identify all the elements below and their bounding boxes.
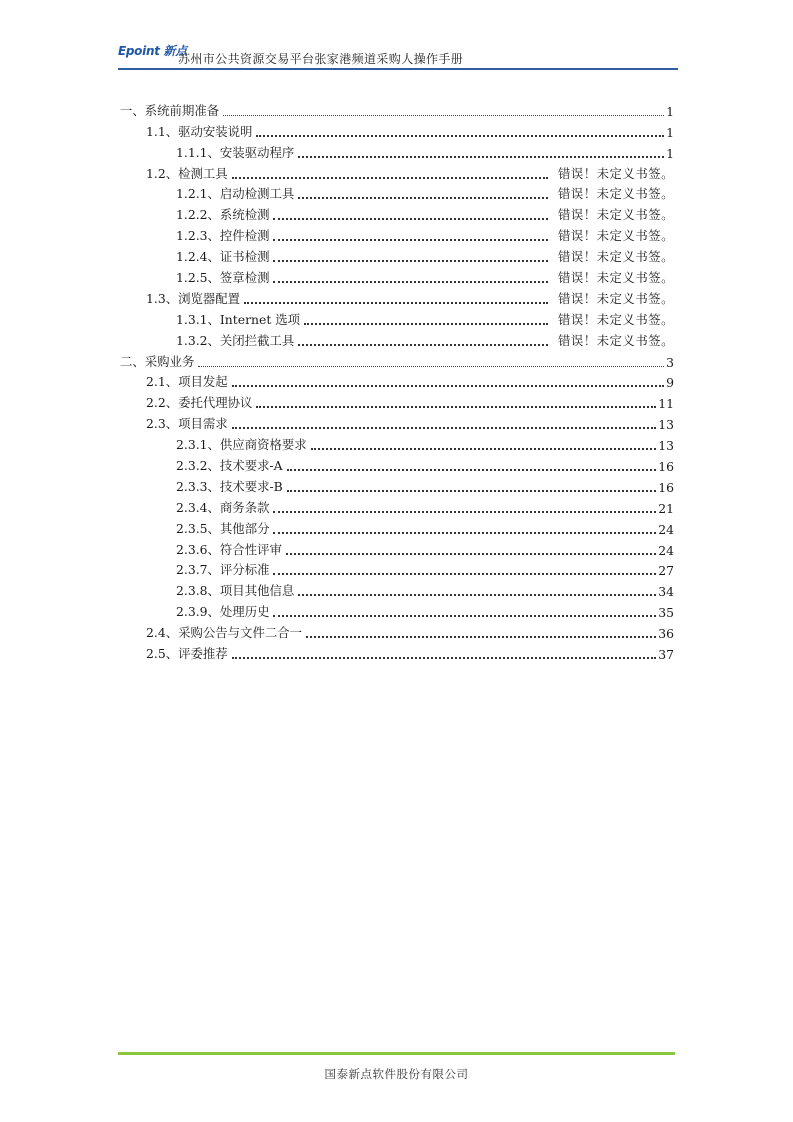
toc-dot-leader xyxy=(273,531,656,534)
toc-entry-page: 24 xyxy=(658,542,674,558)
toc-entry[interactable] xyxy=(120,558,674,579)
toc-entry[interactable] xyxy=(120,620,674,641)
toc-entry-page: 错误！未定义书签。 xyxy=(557,249,674,265)
toc-entry-page: 1 xyxy=(666,145,674,161)
company-logo: Epoint 新点 xyxy=(118,44,187,58)
toc-entry[interactable] xyxy=(120,495,674,516)
toc-dot-leader xyxy=(298,593,656,596)
toc-dot-leader xyxy=(287,468,657,471)
toc-entry-label: 2.1、项目发起 xyxy=(146,374,228,390)
toc-entry-label: 2.3.2、技术要求-A xyxy=(176,458,283,474)
toc-entry-label: 1.2.3、控件检测 xyxy=(176,228,270,244)
toc-dot-leader xyxy=(244,301,548,304)
page-header xyxy=(118,40,678,70)
toc-entry[interactable] xyxy=(120,119,674,140)
toc-dot-leader xyxy=(298,196,548,199)
toc-entry-label: 2.3.7、评分标准 xyxy=(176,562,270,578)
toc-dot-leader xyxy=(287,489,656,492)
table-of-contents xyxy=(120,98,674,662)
toc-entry[interactable] xyxy=(120,286,674,307)
toc-dot-leader xyxy=(232,176,548,179)
toc-entry[interactable] xyxy=(120,599,674,620)
toc-entry-label: 1.2.2、系统检测 xyxy=(176,207,270,223)
toc-dot-leader xyxy=(304,322,548,325)
toc-entry[interactable] xyxy=(120,390,674,411)
toc-entry-page: 27 xyxy=(658,563,674,579)
toc-entry-page: 37 xyxy=(658,647,674,663)
toc-entry-label: 2.3、项目需求 xyxy=(146,416,228,432)
toc-entry[interactable] xyxy=(120,641,674,662)
toc-entry[interactable] xyxy=(120,244,674,265)
toc-entry-label: 2.3.9、处理历史 xyxy=(176,604,270,620)
toc-dot-leader xyxy=(311,447,657,450)
toc-dot-leader xyxy=(273,614,656,617)
document-title: 苏州市公共资源交易平台张家港频道采购人操作手册 xyxy=(178,52,464,66)
toc-entry-label: 1.2.5、签章检测 xyxy=(176,270,270,286)
toc-entry[interactable] xyxy=(120,161,674,182)
toc-dot-leader xyxy=(273,217,548,220)
toc-entry-label: 二、采购业务 xyxy=(120,353,195,369)
toc-entry[interactable] xyxy=(120,474,674,495)
toc-entry-label: 2.3.4、商务条款 xyxy=(176,499,270,515)
footer-company: 国泰新点软件股份有限公司 xyxy=(324,1067,469,1081)
toc-entry-page: 11 xyxy=(658,396,674,412)
toc-dot-leader xyxy=(298,343,548,346)
toc-entry-page: 16 xyxy=(658,459,674,475)
toc-entry-label: 2.3.1、供应商资格要求 xyxy=(176,437,307,453)
toc-entry-label: 1.1、驱动安装说明 xyxy=(146,123,253,139)
toc-dot-leader xyxy=(273,572,656,575)
toc-entry[interactable] xyxy=(120,223,674,244)
toc-entry[interactable] xyxy=(120,265,674,286)
toc-entry-label: 1.1.1、安装驱动程序 xyxy=(176,144,295,160)
toc-entry[interactable] xyxy=(120,182,674,203)
toc-entry-page: 13 xyxy=(658,438,674,454)
toc-entry[interactable] xyxy=(120,411,674,432)
toc-entry-page: 错误！未定义书签。 xyxy=(557,311,674,327)
toc-entry-label: 1.2.4、证书检测 xyxy=(176,249,270,265)
toc-entry[interactable] xyxy=(120,328,674,349)
toc-entry[interactable] xyxy=(120,98,674,119)
toc-entry[interactable] xyxy=(120,349,674,370)
toc-entry-label: 1.2.1、启动检测工具 xyxy=(176,186,295,202)
toc-entry[interactable] xyxy=(120,578,674,599)
toc-entry-page: 36 xyxy=(658,626,674,642)
toc-entry-label: 1.3.1、Internet 选项 xyxy=(176,311,301,327)
toc-dot-leader xyxy=(256,405,656,408)
toc-entry-label: 2.3.8、项目其他信息 xyxy=(176,583,295,599)
toc-entry-page: 24 xyxy=(658,521,674,537)
toc-entry-page: 16 xyxy=(658,479,674,495)
toc-entry-page: 错误！未定义书签。 xyxy=(557,270,674,286)
toc-dot-leader xyxy=(256,134,664,137)
toc-entry-page: 34 xyxy=(658,584,674,600)
toc-entry-label: 1.2、检测工具 xyxy=(146,165,228,181)
toc-entry-label: 一、系统前期准备 xyxy=(120,102,220,118)
toc-dot-leader xyxy=(298,155,664,158)
toc-entry[interactable] xyxy=(120,370,674,391)
toc-entry-page: 35 xyxy=(658,605,674,621)
toc-entry-page: 3 xyxy=(666,354,674,370)
toc-entry-page: 错误！未定义书签。 xyxy=(557,186,674,202)
toc-entry-label: 2.3.6、符合性评审 xyxy=(176,541,282,557)
toc-dot-leader xyxy=(273,280,548,283)
toc-dot-leader xyxy=(198,365,664,367)
header-divider xyxy=(118,68,678,70)
toc-entry[interactable] xyxy=(120,432,674,453)
toc-dot-leader xyxy=(273,259,548,262)
toc-entry-label: 1.3.2、关闭拦截工具 xyxy=(176,332,295,348)
toc-entry-page: 13 xyxy=(658,417,674,433)
toc-entry-label: 2.3.5、其他部分 xyxy=(176,520,270,536)
toc-entry[interactable] xyxy=(120,202,674,223)
toc-entry-page: 错误！未定义书签。 xyxy=(557,228,674,244)
toc-entry[interactable] xyxy=(120,537,674,558)
toc-dot-leader xyxy=(273,510,656,513)
toc-entry-page: 1 xyxy=(666,124,674,140)
toc-dot-leader xyxy=(232,656,657,659)
toc-dot-leader xyxy=(306,635,656,638)
toc-dot-leader xyxy=(232,384,664,387)
toc-dot-leader xyxy=(273,238,548,241)
footer-divider xyxy=(118,1052,675,1055)
toc-entry-page: 错误！未定义书签。 xyxy=(557,165,674,181)
toc-entry-label: 2.4、采购公告与文件二合一 xyxy=(146,625,303,641)
toc-entry-label: 1.3、浏览器配置 xyxy=(146,290,241,306)
toc-entry[interactable] xyxy=(120,140,674,161)
toc-entry-label: 2.2、委托代理协议 xyxy=(146,395,253,411)
toc-dot-leader xyxy=(232,426,657,429)
toc-entry-page: 21 xyxy=(658,500,674,516)
toc-dot-leader xyxy=(223,114,664,116)
toc-entry[interactable] xyxy=(120,516,674,537)
toc-entry-label: 2.3.3、技术要求-B xyxy=(176,478,283,494)
toc-entry-label: 2.5、评委推荐 xyxy=(146,646,228,662)
toc-entry-page: 9 xyxy=(666,375,674,391)
toc-entry-page: 1 xyxy=(666,103,674,119)
toc-entry-page: 错误！未定义书签。 xyxy=(557,207,674,223)
toc-entry-page: 错误！未定义书签。 xyxy=(557,290,674,306)
toc-entry[interactable] xyxy=(120,453,674,474)
toc-entry[interactable] xyxy=(120,307,674,328)
toc-dot-leader xyxy=(286,552,656,555)
toc-entry-page: 错误！未定义书签。 xyxy=(557,332,674,348)
